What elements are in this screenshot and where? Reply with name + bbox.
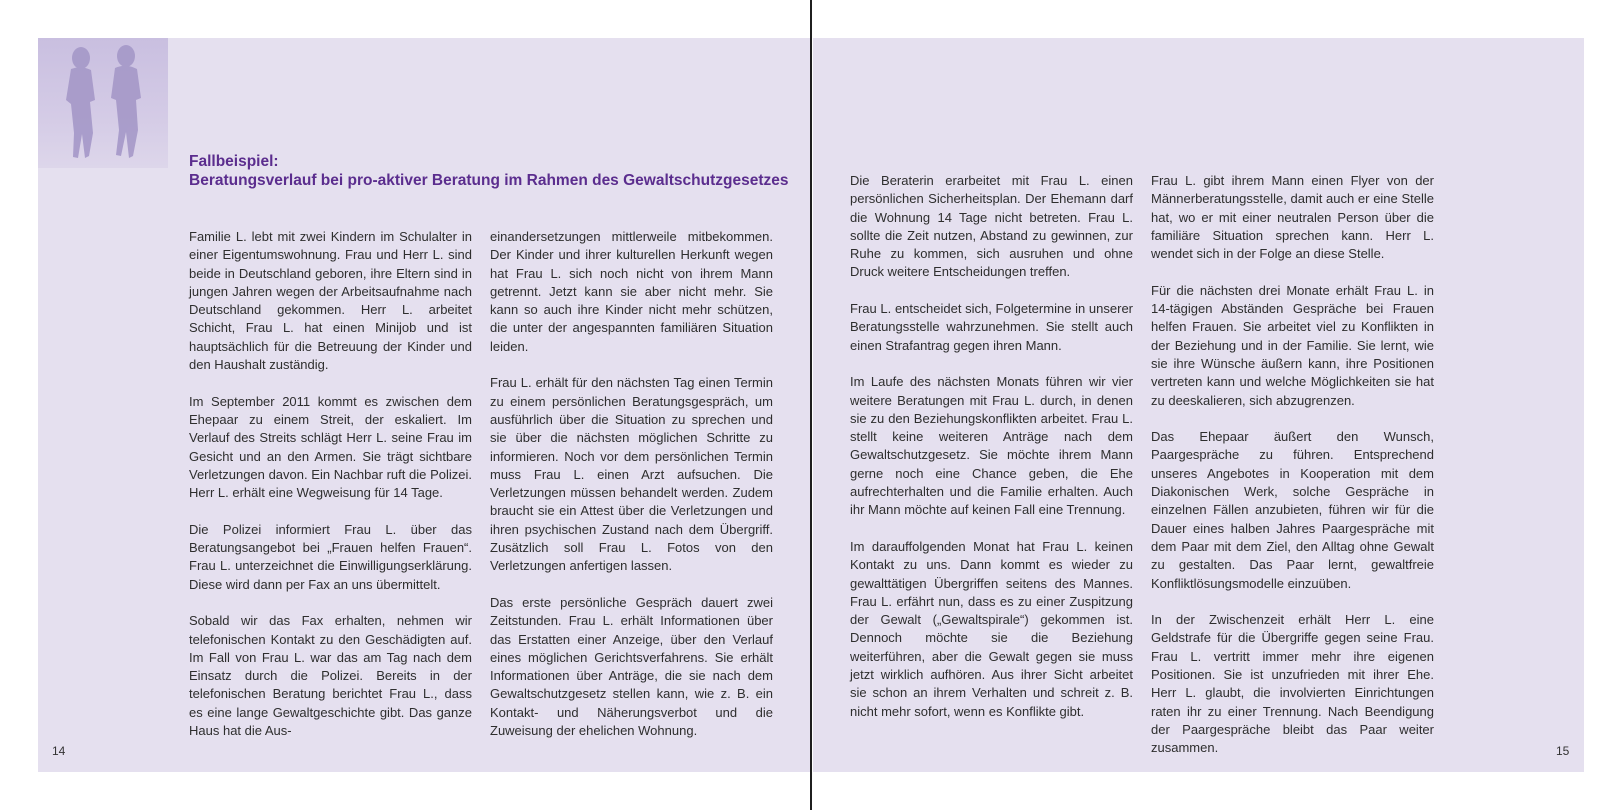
paragraph: Frau L. gibt ihrem Mann einen Flyer von der Männerberatungsstelle, damit auch er eine Stelle hat, wo er mit einer neutralen Person über die familiäre Situation sprechen kann. Herr L. wendet sich in der Folge an diese Stelle. — [1151, 173, 1434, 262]
paragraph: Die Polizei informiert Frau L. über das Beratungsangebot bei „Frauen helfen Frauen“. Frau L. unterzeichnet die Einwilligungserklärung. Diese wird dann per Fax an uns übermittelt. — [189, 521, 472, 592]
paragraph: Das Ehepaar äußert den Wunsch, Paargespräche zu führen. Entsprechend unseres Angebotes in Kooperation mit dem Diakonischen Werk, solche Gespräche in einzelnen Fällen anzubieten, führen wir für die Dauer eines halben Jahres Paargespräche mit dem Paar mit dem Ziel, den Alltag ohne Gewalt zu gestalten. Das Paar lernt, gewaltfreie Konfliktlösungsmodelle einzuüben. — [1151, 429, 1434, 591]
title-label: Fallbeispiel: — [189, 153, 279, 170]
paragraph: Sobald wir das Fax erhalten, nehmen wir telefonischen Kontakt zu den Geschädigten auf. Im Fall von Frau L. war das am Tag nach dem Einsatz durch die Polizei. Bereits in der telefonischen Beratung berichtet Frau L., dass es eine lange Gewaltgeschichte gibt. Das ganze Haus hat die Aus- — [189, 613, 472, 739]
title-heading: Beratungsverlauf bei pro-aktiver Beratung im Rahmen des Gewaltschutzgesetzes — [189, 172, 789, 189]
paragraph: Im darauffolgenden Monat hat Frau L. keinen Kontakt zu uns. Dann kommt es wieder zu gewalttätigen Übergriffen seitens des Mannes. Frau L. erfährt nun, dass es zu einer Zuspitzung der Gewalt („Gewaltspirale“) gekommen ist. Dennoch möchte sie die Beziehung weiterführen, aber die Gewalt gegen sie muss jetzt wirklich aufhören. Aus ihrer Sicht arbeitet sie schon an ihrem Verhalten und schreit z. B. nicht mehr sofort, wenn es Konflikte gibt. — [850, 538, 1133, 719]
paragraph: In der Zwischenzeit erhält Herr L. eine Geldstrafe für die Übergriffe gegen seine Frau. Frau L. vertritt immer mehr ihre eigenen Positionen. Sie ist unzufrieden mit ihrer Ehe. Herr L. glaubt, die involvierten Einrichtungen raten ihr zu einer Trennung. Nach Beendigung der Paargespräche bleibt das Paar weiter zusammen. — [1151, 612, 1434, 756]
paragraph: Im Laufe des nächsten Monats führen wir vier weitere Beratungen mit Frau L. durch, in denen sie zu den Beziehungskonflikten arbeitet. Frau L. stellt keine weiteren Anträge nach dem Gewaltschutzgesetz. Sie möchte ihrem Mann gerne noch eine Chance geben, die Ehe aufrechterhalten und die Familie erhalten. Auch ihr Mann möchte auf keinen Fall eine Trennung. — [850, 374, 1133, 518]
paragraph: Frau L. erhält für den nächsten Tag einen Termin zu einem persönlichen Beratungsgespräch, um ausführlich über die Situation zu sprechen und sie über die nächsten möglichen Schritte zu informieren. Noch vor dem persönlichen Termin muss Frau L. einen Arzt aufsuchen. Die Verletzungen müssen behandelt werden. Zudem braucht sie ein Attest über die Verletzungen und ihren psychischen Zustand nach dem Übergriff. Zusätzlich soll Frau L. Fotos von den Verletzungen anfertigen lassen. — [490, 375, 773, 574]
text-column-4 — [1151, 172, 1434, 758]
paragraph: Das erste persönliche Gespräch dauert zwei Zeitstunden. Frau L. erhält Informationen über das Erstatten einer Anzeige, über den Verlauf eines möglichen Gerichtsverfahrens. Sie erhält Informationen über Anträge, die sie nach dem Gewaltschutzgesetz stellen kann, wie z. B. ein Kontakt- und Näherungsverbot und die Zuweisung der ehelichen Wohnung. — [490, 594, 773, 739]
paragraph: Die Beraterin erarbeitet mit Frau L. einen persönlichen Sicherheitsplan. Der Ehemann darf die Wohnung 14 Tage nicht betreten. Frau L. sollte die Zeit nutzen, Abstand zu gewinnen, zur Ruhe zu kommen, sich ausruhen und ohne Druck weitere Entscheidungen treffen. — [850, 173, 1133, 280]
paragraph: Familie L. lebt mit zwei Kindern im Schulalter in einer Eigentumswohnung. Frau und Herr L. sind beide in Deutschland geboren, ihre Eltern sind in jungen Jahren wegen der Arbeitsaufnahme nach Deutschland gekommen. Herr L. arbeitet Schicht, Frau L. hat einen Minijob und ist hauptsächlich für die Betreuung der Kinder und den Haushalt zuständig. — [189, 229, 472, 373]
silhouette-two-women-icon — [38, 38, 168, 168]
text-column-2 — [490, 228, 773, 740]
paragraph: einandersetzungen mittlerweile mitbekommen. Der Kinder und ihrer kulturellen Herkunft wegen hat Frau L. sich noch nicht von ihrem Mann getrennt. Jetzt kann sie aber nicht mehr. Sie kann so auch ihre Kinder nicht mehr schützen, die unter der angespannten familiären Situation leiden. — [490, 229, 773, 354]
page-gutter-divider — [810, 0, 812, 810]
page-number-right: 15 — [1556, 744, 1570, 758]
page-number-left: 14 — [52, 744, 66, 758]
paragraph: Für die nächsten drei Monate erhält Frau L. in 14-tägigen Abständen Gespräche bei Frauen helfen Frauen. Sie arbeitet viel zu Konflikten in der Beziehung und in der Familie. Sie lernt, wie sie ihre Wünsche äußern kann, ihre Positionen vertreten kann und welche Möglichkeiten sie hat zu deeskalieren, sich abzugrenzen. — [1151, 282, 1434, 408]
case-study-title — [189, 152, 789, 190]
text-column-3 — [850, 172, 1133, 721]
paragraph: Frau L. entscheidet sich, Folgetermine in unserer Beratungsstelle wahrzunehmen. Sie stellt auch einen Strafantrag gegen ihren Mann. — [850, 301, 1133, 353]
paragraph: Im September 2011 kommt es zwischen dem Ehepaar zu einem Streit, der eskaliert. Im Verlauf des Streits schlägt Herr L. seine Frau im Gesicht und an den Armen. Sie trägt sichtbare Verletzungen davon. Ein Nachbar ruft die Polizei. Herr L. erhält eine Wegweisung für 14 Tage. — [189, 393, 472, 501]
text-column-1 — [189, 228, 472, 740]
